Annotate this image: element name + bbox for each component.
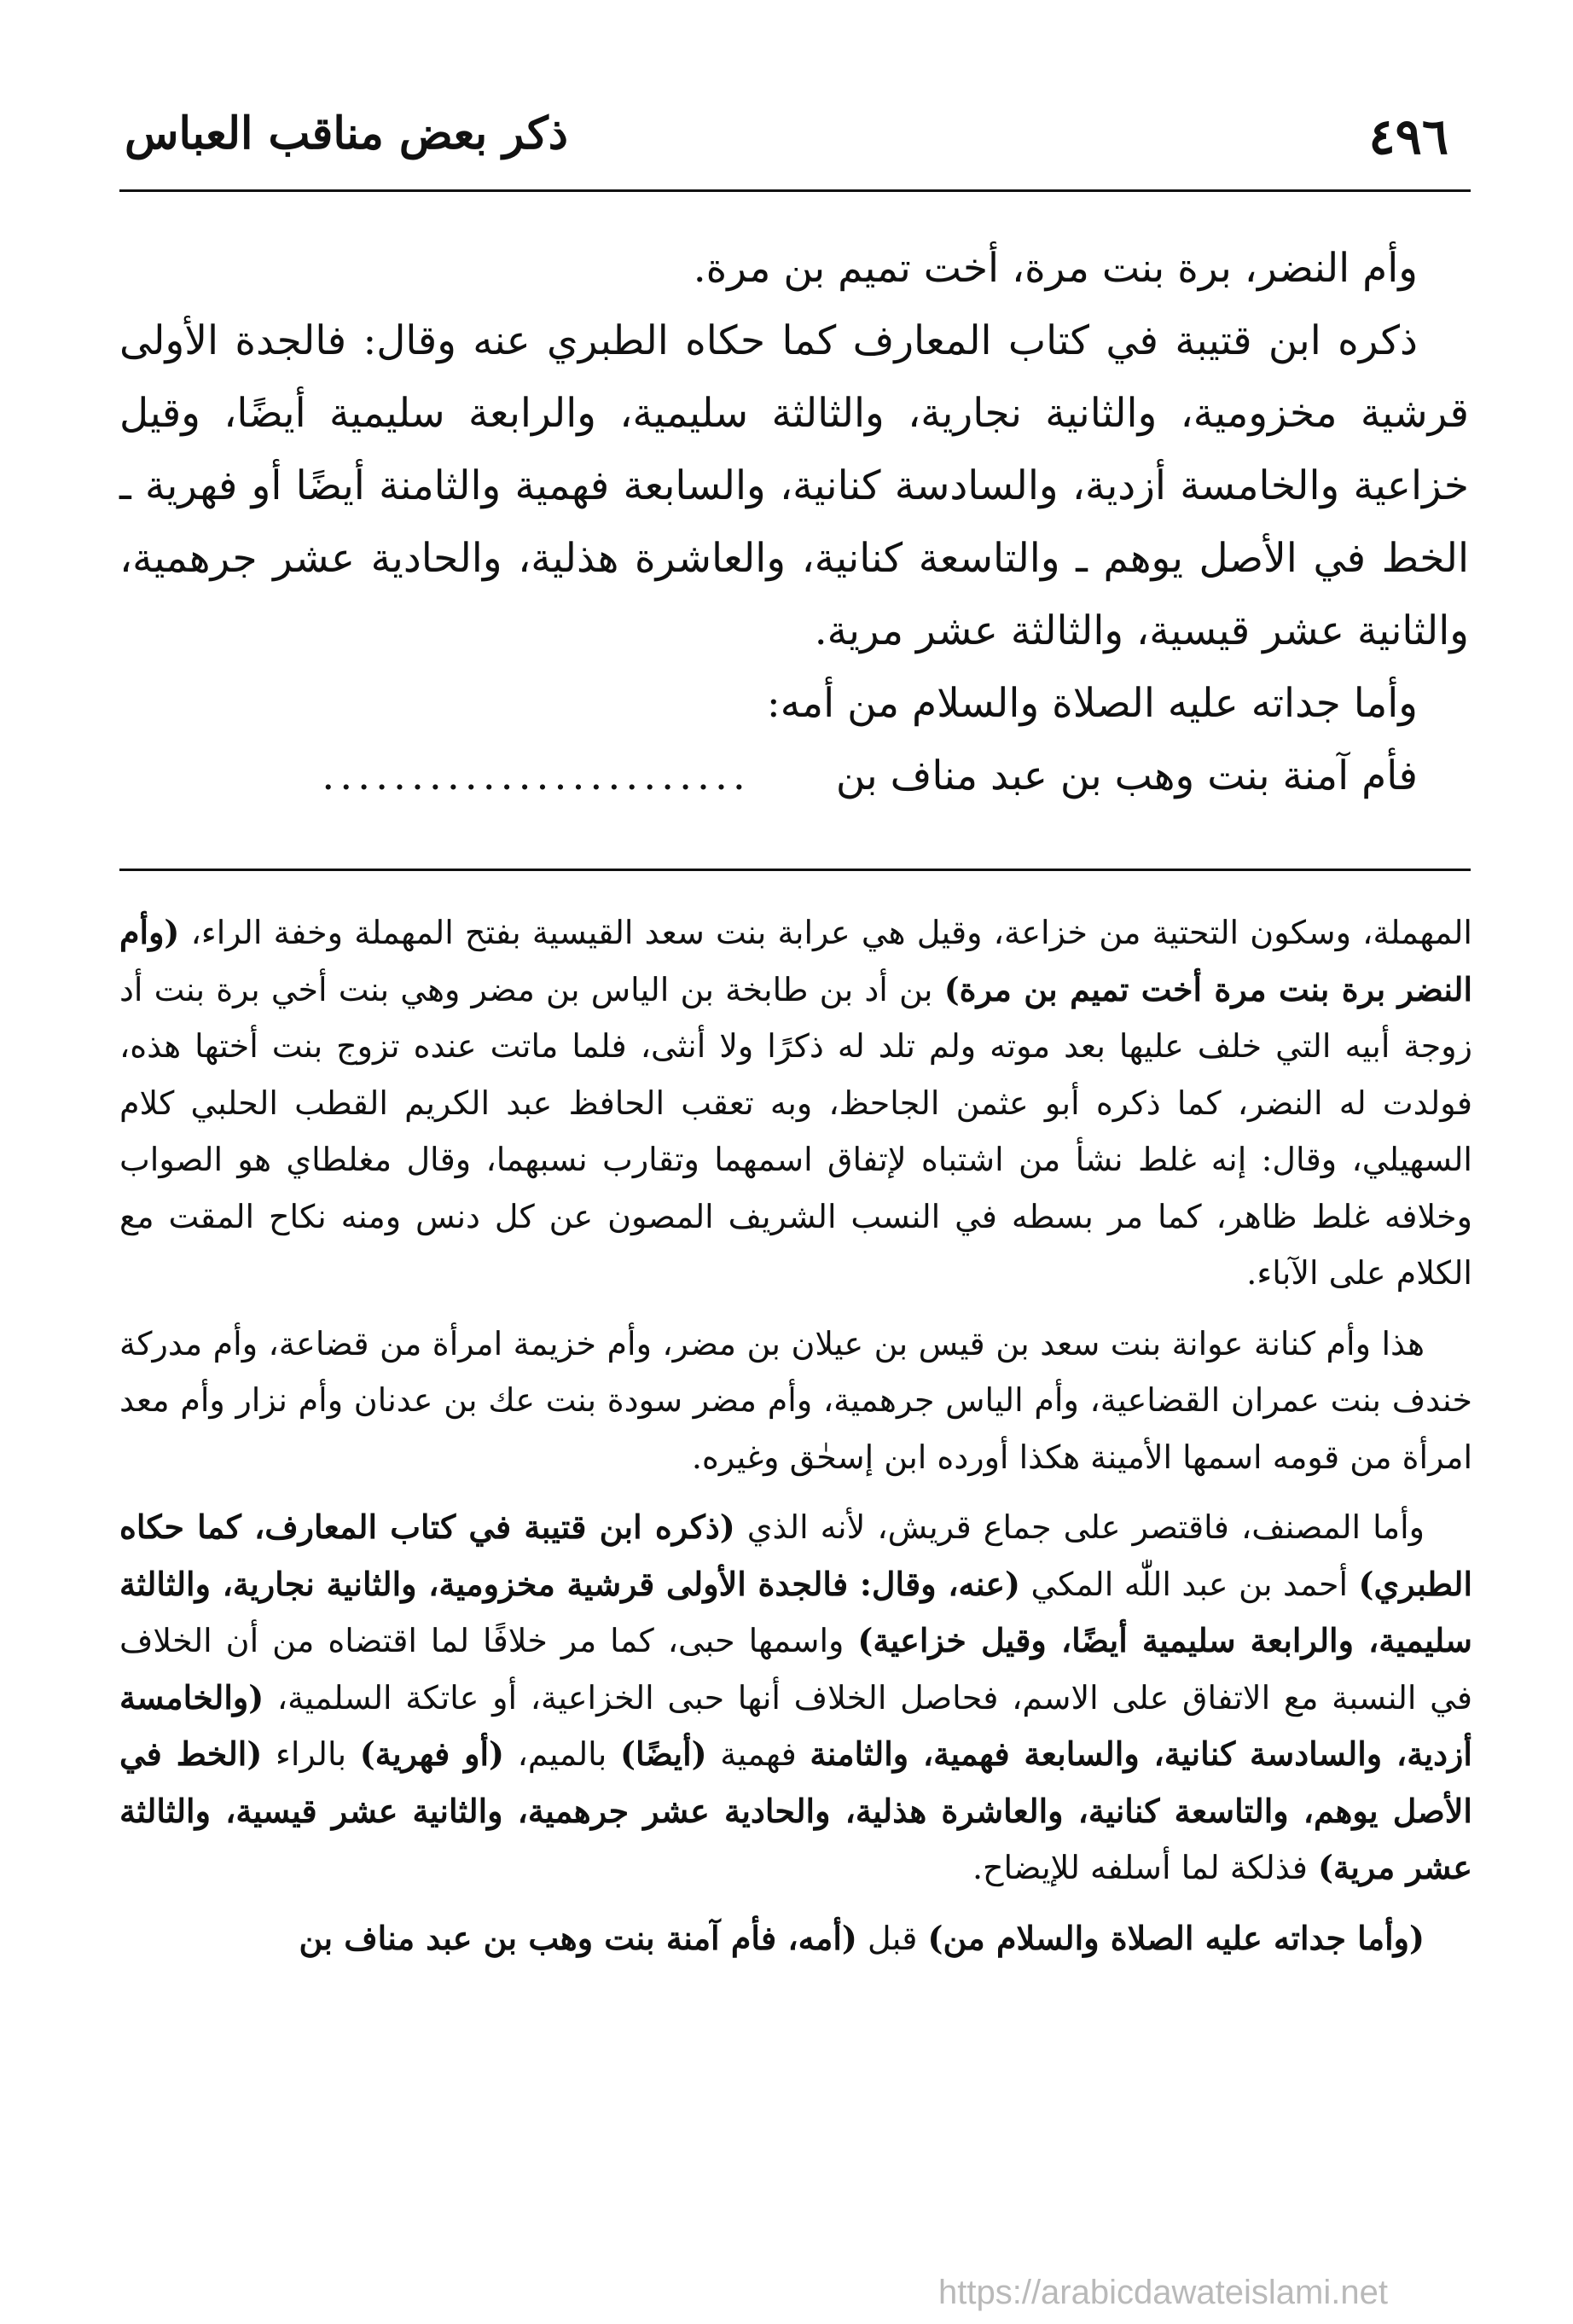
commentary-rule <box>119 869 1471 871</box>
main-paragraph-4-text: فأم آمنة بنت وهب بن عبد مناف بن <box>835 752 1418 799</box>
main-paragraph-4 <box>119 740 1469 812</box>
commentary-text-run: وأما المصنف، فاقتصر على جماع قريش، لأنه الذي <box>734 1508 1425 1546</box>
running-title: ذكر بعض مناقب العباس <box>125 107 568 160</box>
header-rule <box>119 189 1471 192</box>
commentary-paragraph-1 <box>119 904 1472 1302</box>
page-number: ٤٩٦ <box>1368 107 1448 166</box>
page-header <box>119 101 1454 177</box>
commentary-paragraph-2: هذا وأم كنانة عوانة بنت سعد بن قيس بن عيلان بن مضر، وأم خزيمة امرأة من قضاعة، وأم مدركة خندف بنت عمران القضاعية، وأم الياس جرهمية، وأم مضر سودة بنت عك بن عدنان وأم نزار وأم معد امرأة من قومه اسمها الأمينة هكذا أورده ابن إسحٰق وغيره. <box>119 1324 1472 1476</box>
main-paragraph-1: وأم النضر، برة بنت مرة، أخت تميم بن مرة. <box>693 245 1418 292</box>
commentary-text-run: بالميم، <box>503 1735 620 1773</box>
commentary-text-run: أحمد بن عبد اللّٰه المكي <box>1020 1565 1359 1603</box>
quoted-main-text: (والخامسة أزدية، والسادسة كنانية، والسابعة فهمية، والثامنة <box>119 1677 1472 1773</box>
watermark-url: https://arabicdawateislami.net <box>938 2274 1388 2311</box>
commentary-text-run: واسمها حبى، كما مر خلافًا لما اقتضاه من أن الخلاف في النسبة مع الاتفاق على الاسم، فحاصل الخلاف أنها حبى الخزاعية، أو عاتكة السلمية، <box>119 1622 1472 1717</box>
main-paragraph-3: وأما جداته عليه الصلاة والسلام من أمه: <box>766 680 1418 727</box>
commentary-paragraph-3 <box>119 1499 1472 1897</box>
quoted-main-text: (وأما جداته عليه الصلاة والسلام من) <box>927 1918 1425 1957</box>
commentary-text-run: قبل <box>856 1919 928 1957</box>
main-paragraph-2: ذكره ابن قتيبة في كتاب المعارف كما حكاه الطبري عنه وقال: فالجدة الأولى قرشية مخزومية، والثانية نجارية، والثالثة سليمية، والرابعة سليمية أيضًا، وقيل خزاعية والخامسة أزدية، والسادسة كنانية، والسابعة فهمية والثامنة أيضًا أو فهرية ـ الخط في الأصل يوهم ـ والتاسعة كنانية، والعاشرة هذلية، والحادية عشر جرهمية، والثانية عشر قيسية، والثالثة عشر مرية. <box>119 317 1469 654</box>
continuation-dots: ........................ <box>322 752 751 799</box>
quoted-main-text: (عنه، وقال: فالجدة الأولى قرشية مخزومية، والثانية نجارية، والثالثة سليمية، والرابعة سليمية أيضًا، وقيل خزاعية) <box>119 1564 1473 1659</box>
quoted-main-text: (أمه، فأم آمنة بنت وهب بن عبد مناف بن <box>299 1918 857 1957</box>
quoted-main-text: (وأم النضر برة بنت مرة أخت تميم بن مرة) <box>119 913 1473 1008</box>
commentary-text-run: بالراء <box>262 1735 360 1773</box>
quoted-main-text: (ذكره ابن قتيبة في كتاب المعارف، كما حكاه الطبري) <box>119 1508 1472 1603</box>
main-text <box>119 232 1469 812</box>
quoted-main-text: (الخط في الأصل يوهم، والتاسعة كنانية، والعاشرة هذلية، والحادية عشر جرهمية، والثانية عشر قيسية، والثالثة عشر مرية) <box>119 1734 1472 1886</box>
commentary-text-run: فهمية <box>706 1735 810 1773</box>
quoted-main-text: (أيضًا) <box>619 1734 707 1773</box>
commentary-text-run: المهملة، وسكون التحتية من خزاعة، وقيل هي عرابة بنت سعد القيسية بفتح المهملة وخفة الراء، <box>179 914 1472 951</box>
commentary-text-run: فذلكة لما أسلفه للإيضاح. <box>972 1849 1318 1886</box>
commentary-text-run: بن أد بن طابخة بن الياس بن مضر وهي بنت أخي برة بنت أد زوجة أبيه التي خلف عليها بعد موته ولم تلد له ذكرًا ولا أنثى، فلما ماتت عنده تزوج بنت أختها هذه، فولدت له النضر، كما ذكره أبو عثمن الجاحظ، وبه تعقب الحافظ عبد الكريم القطب الحلبي كلام السهيلي، وقال: إنه غلط نشأ من اشتباه لإتفاق اسمهما وتقارب نسبهما، وقال مغلطاي هو الصواب وخلافه غلط ظاهر، كما مر بسطه في النسب الشريف المصون عن كل دنس ومنه نكاح المقت مع الكلام على الآباء. <box>119 970 1472 1292</box>
commentary-text <box>119 904 1472 1980</box>
commentary-paragraph-4 <box>119 1910 1472 1967</box>
quoted-main-text: (أو فهرية) <box>359 1734 504 1773</box>
